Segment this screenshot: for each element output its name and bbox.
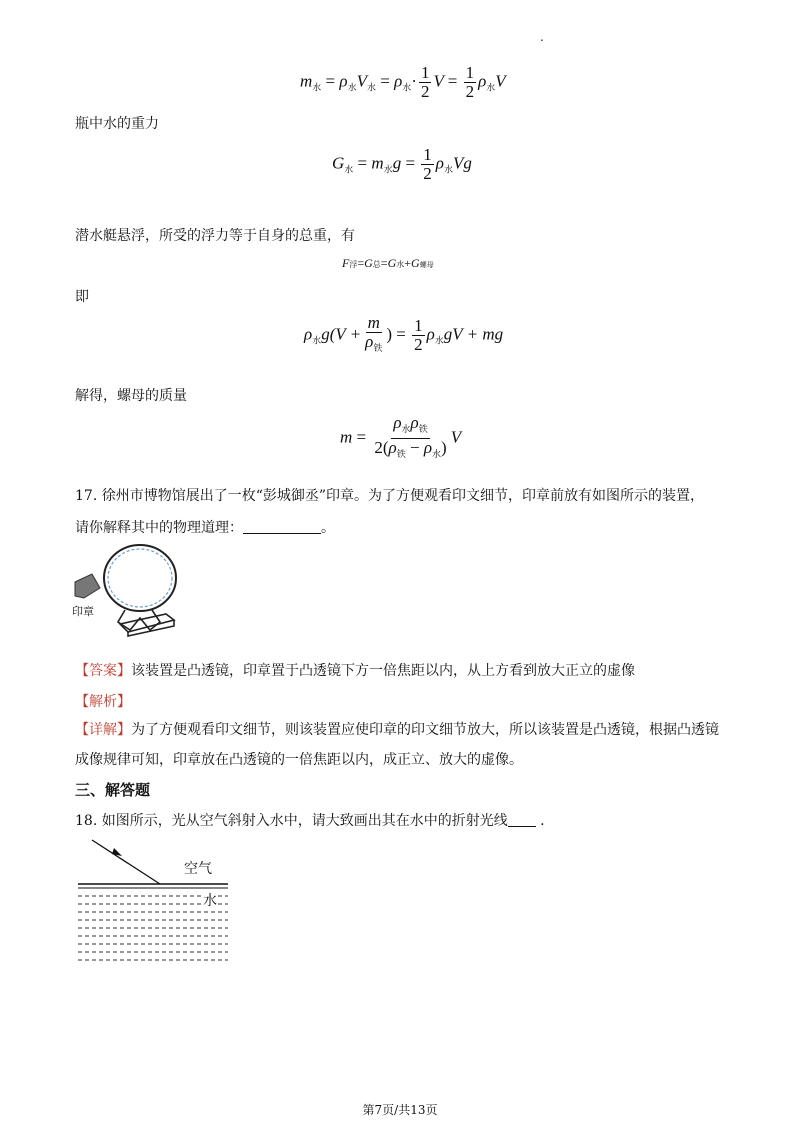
page-footer: 第7页/共13页 xyxy=(362,1103,438,1117)
section-heading: 三、解答题 xyxy=(75,781,151,799)
analysis-tag: 【解析】 xyxy=(75,694,131,710)
detail-line1: 【详解】为了方便观看印文细节，则该装置应使印章的印文细节放大，所以该装置是凸透镜，根据凸透镜 xyxy=(75,722,719,738)
text-solve: 解得，螺母的质量 xyxy=(75,388,187,404)
corner-mark: . xyxy=(540,30,544,44)
answer-line: 【答案】该装置是凸透镜，印章置于凸透镜下方一倍焦距以内，从上方看到放大正立的虚像 xyxy=(75,663,635,679)
equation-mass-water: $m_水 = \rho_水V_水 = \rho_水\cdot$ $\frac{1}{2}$ V = $\frac{1}{2}$ $\rho_水V$ xyxy=(300,63,506,101)
figure-label-seal: 印章 xyxy=(72,605,94,618)
magnifier-figure xyxy=(70,540,185,640)
q17-line1: 17. 徐州市博物馆展出了一枚“彭城御丞”印章。为了方便观看印文细节，印章前放有如图所示的装置， xyxy=(75,488,705,504)
detail-line2: 成像规律可知，印章放在凸透镜的一倍焦距以内，成正立、放大的虚像。 xyxy=(75,752,523,768)
text-suspend: 潜水艇悬浮，所受的浮力等于自身的总重，有 xyxy=(75,228,355,244)
q18-answer-blank[interactable] xyxy=(508,812,536,827)
q17-answer-blank[interactable] xyxy=(243,519,321,534)
label-air: 空气 xyxy=(184,861,212,877)
label-water: 水 xyxy=(202,890,218,910)
equation-buoyancy: F浮=G总=G水+G螺母 xyxy=(342,256,434,270)
text-ji: 即 xyxy=(75,289,89,305)
text-bottle-weight: 瓶中水的重力 xyxy=(75,116,159,132)
equation-gravity-water: $G_水 = m_水g$ = $\frac{1}{2}$ $\rho_水Vg$ xyxy=(332,145,472,183)
equation-balance: $\rho_水g(V$ + $\frac{m}{\rho_铁}$ ) = $\frac{1}{2}$ $\rho_水gV$ + mg xyxy=(304,313,504,354)
equation-nut-mass: m = $\frac{\rho_水\rho_铁}{2(\rho_铁 - \rho_水)}$ V xyxy=(340,413,462,459)
q18-text: 18. 如图所示，光从空气斜射入水中，请大致画出其在水中的折射光线 . xyxy=(75,813,545,829)
q17-line2: 请你解释其中的物理道理： 。 xyxy=(75,520,335,536)
